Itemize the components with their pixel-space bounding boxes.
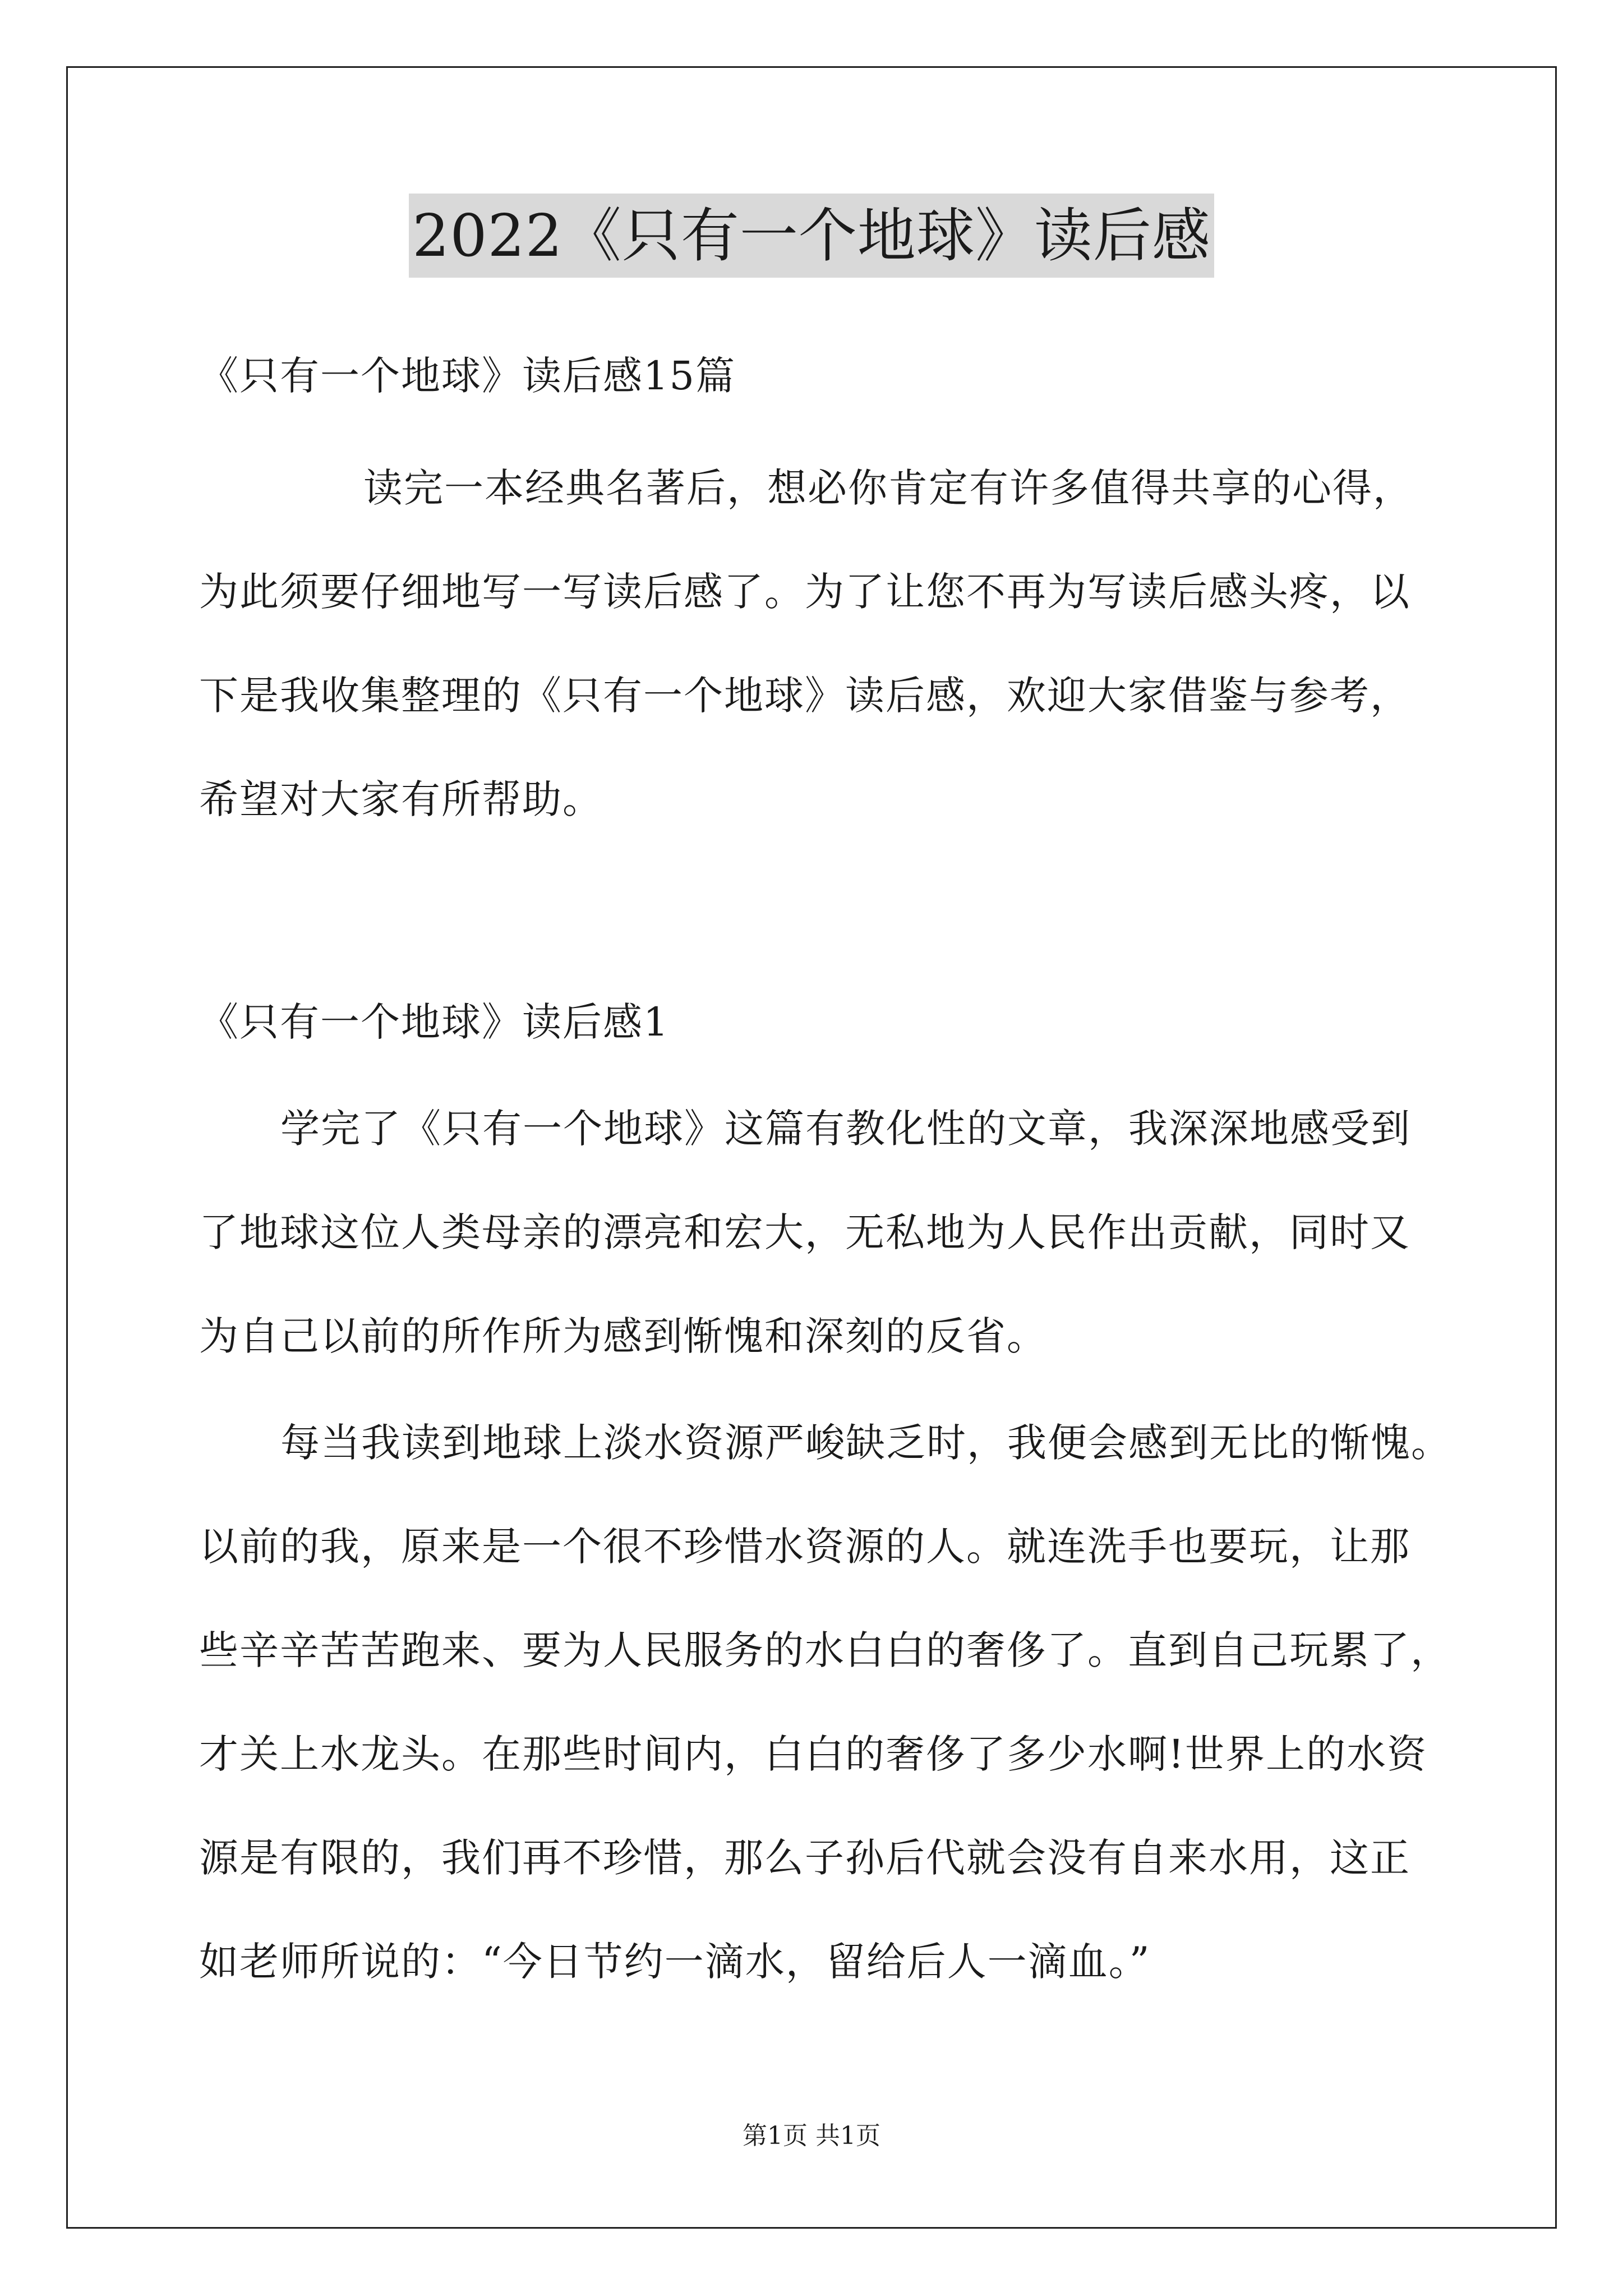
intro-heading: 《只有一个地球》读后感15篇 — [199, 353, 736, 399]
intro-line: 为此须要仔细地写一写读后感了。为了让您不再为写读后感头疼，以 — [199, 569, 1410, 615]
title-container — [0, 194, 1623, 278]
paragraph-line: 学完了《只有一个地球》这篇有教化性的文章，我深深地感受到 — [280, 1106, 1411, 1152]
page-footer: 第1页 共1页 — [743, 2122, 880, 2150]
section-heading: 《只有一个地球》读后感1 — [199, 999, 670, 1045]
intro-line: 希望对大家有所帮助。 — [199, 776, 603, 822]
paragraph-line: 为自己以前的所作所为感到惭愧和深刻的反省。 — [199, 1313, 1047, 1359]
paragraph-line: 些辛辛苦苦跑来、要为人民服务的水白白的奢侈了。直到自己玩累了， — [199, 1627, 1451, 1673]
paragraph-line: 如老师所说的：“今日节约一滴水，留给后人一滴血。” — [199, 1939, 1151, 1985]
paragraph-line: 源是有限的，我们再不珍惜，那么子孙后代就会没有自来水用，这正 — [199, 1835, 1410, 1881]
paragraph-line: 以前的我，原来是一个很不珍惜水资源的人。就连洗手也要玩，让那 — [199, 1524, 1410, 1570]
document-title: 2022《只有一个地球》读后感 — [409, 194, 1214, 278]
intro-line: 下是我收集整理的《只有一个地球》读后感，欢迎大家借鉴与参考， — [199, 673, 1410, 719]
paragraph-line: 每当我读到地球上淡水资源严峻缺乏时，我便会感到无比的惭愧。 — [280, 1420, 1451, 1466]
paragraph-line: 了地球这位人类母亲的漂亮和宏大，无私地为人民作出贡献，同时又 — [199, 1209, 1410, 1255]
paragraph-line: 才关上水龙头。在那些时间内，白白的奢侈了多少水啊!世界上的水资 — [199, 1731, 1428, 1777]
intro-line: 读完一本经典名著后，想必你肯定有许多值得共享的心得， — [363, 465, 1413, 511]
